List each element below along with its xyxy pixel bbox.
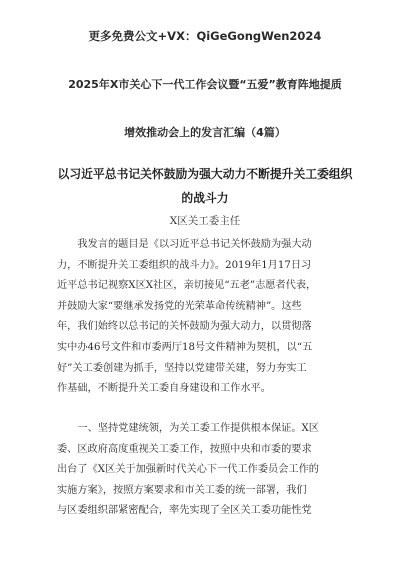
paragraph-line: 一、坚持党建统领，为关工委工作提供根本保证。X区 (77, 423, 319, 434)
speech-title-line-1: 以习近平总书记关怀鼓励为强大动力不断提升关工委组织 (57, 167, 353, 181)
paragraph-line: 实施方案》，按照方案要求和市关工委的统一部署，我们 (57, 484, 307, 496)
speech-author: X区关工委主任 (169, 215, 241, 227)
paragraph-line: 作基础，不断提升关工委自身建设和工作水平。 (57, 383, 271, 395)
document-title-line-2: 增效推动会上的发言汇编（4篇） (124, 126, 286, 139)
body-paragraph-2 (57, 419, 357, 522)
watermark-header: 更多免费公文+VX：QiGeGongWen2024 (88, 29, 322, 43)
speech-title-line-2: 的战斗力 (181, 191, 229, 205)
body-paragraph-1 (57, 235, 357, 400)
paragraph-line: 力，不断提升关工委组织的战斗力》。2019年1月17日习 (57, 259, 312, 271)
paragraph-line: 与区委组织部紧密配合，率先实现了全区关工委功能性党 (57, 505, 312, 517)
paragraph-line: 近平总书记视察X区X社区，亲切接见“五老”志愿者代表， (57, 280, 317, 292)
paragraph-line: 出台了《X区关于加强新时代关心下一代工作委员会工作的 (57, 464, 319, 476)
paragraph-line: 并鼓励大家“要继承发扬党的光荣革命传统精神”。这些 (57, 300, 302, 312)
document-title-line-1: 2025年X市关心下一代工作会议暨“五爱”教育阵地提质 (68, 78, 342, 91)
paragraph-line: 好”关工委创建为抓手，坚持以党建带关建，努力夯实工 (57, 362, 307, 374)
paragraph-line: 我发言的题目是《以习近平总书记关怀鼓励为强大动 (77, 239, 312, 250)
paragraph-line: 委、区政府高度重视关工委工作，按照中央和市委的要求 (57, 443, 312, 455)
paragraph-line: 实中办46号文件和市委两厅18号文件精神为契机，以“五 (57, 341, 313, 353)
paragraph-line: 年，我们始终以总书记的关怀鼓励为强大动力，以贯彻落 (57, 321, 312, 333)
speech-title (30, 162, 380, 210)
